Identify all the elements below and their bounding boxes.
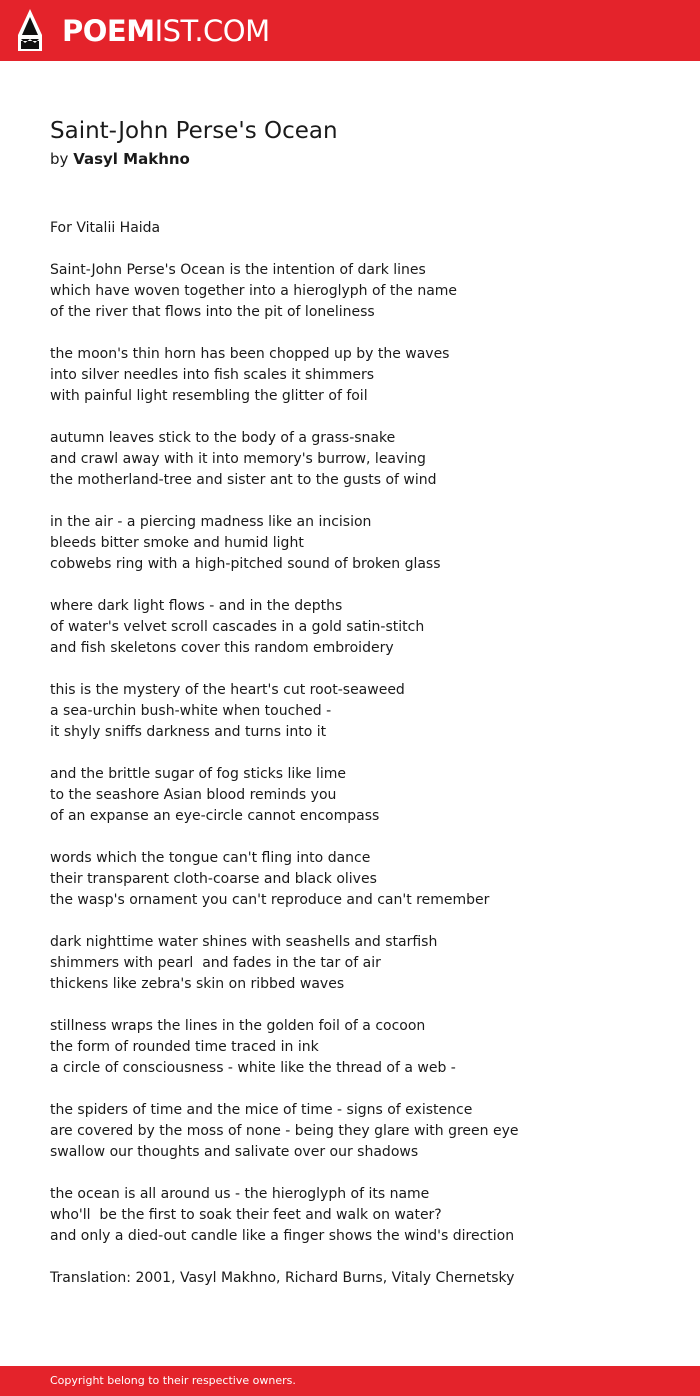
- poem-line: of an expanse an eye-circle cannot encompass: [50, 808, 380, 824]
- stanza: [50, 764, 670, 827]
- copyright-text: Copyright belong to their respective owners.: [50, 1374, 296, 1387]
- stanza: [50, 1016, 670, 1079]
- poem-line: of the river that flows into the pit of loneliness: [50, 304, 375, 320]
- poem-line: into silver needles into fish scales it shimmers: [50, 367, 375, 383]
- poem-line: this is the mystery of the heart's cut root-seaweed: [50, 682, 405, 698]
- stanza-gap: [50, 323, 670, 344]
- poem-line: stillness wraps the lines in the golden foil of a cocoon: [50, 1018, 426, 1034]
- by-label: by: [50, 150, 69, 168]
- stanza-gap: [50, 407, 670, 428]
- stanza-gap: [50, 911, 670, 932]
- poem-byline: [50, 149, 670, 169]
- site-logo-link[interactable]: [16, 9, 270, 53]
- stanza-gap: [50, 743, 670, 764]
- site-footer: [0, 1366, 700, 1396]
- pencil-logo-icon: [16, 9, 44, 53]
- poem-line: autumn leaves stick to the body of a grass-snake: [50, 430, 396, 446]
- stanza: [50, 260, 670, 323]
- poem-line: the wasp's ornament you can't reproduce and can't remember: [50, 892, 490, 908]
- stanza-gap: [50, 575, 670, 596]
- poem-line: the form of rounded time traced in ink: [50, 1039, 319, 1055]
- poem-line: words which the tongue can't fling into dance: [50, 850, 371, 866]
- poem-line: the ocean is all around us - the hieroglyph of its name: [50, 1186, 430, 1202]
- poem-line: the spiders of time and the mice of time - signs of existence: [50, 1102, 473, 1118]
- poem-line: and the brittle sugar of fog sticks like lime: [50, 766, 346, 782]
- poem-line: are covered by the moss of none - being they glare with green eye: [50, 1123, 519, 1139]
- poem-dedication: For Vitalii Haida: [50, 220, 161, 236]
- poem-line: Saint-John Perse's Ocean is the intention of dark lines: [50, 262, 426, 278]
- poem-line: swallow our thoughts and salivate over our shadows: [50, 1144, 419, 1160]
- stanza: [50, 932, 670, 995]
- poem-line: the motherland-tree and sister ant to the gusts of wind: [50, 472, 437, 488]
- site-logo-text: [62, 9, 270, 53]
- poem-line: of water's velvet scroll cascades in a gold satin-stitch: [50, 619, 425, 635]
- poem-line: and crawl away with it into memory's burrow, leaving: [50, 451, 426, 467]
- poem-line: with painful light resembling the glitter of foil: [50, 388, 368, 404]
- poem-author: Vasyl Makhno: [73, 150, 190, 168]
- site-logo-bold: POEM: [62, 14, 155, 48]
- stanza-gap: [50, 491, 670, 512]
- poem-line: their transparent cloth-coarse and black olives: [50, 871, 377, 887]
- site-logo-light: IST.COM: [154, 14, 270, 48]
- poem-line: a circle of consciousness - white like the thread of a web -: [50, 1060, 456, 1076]
- poem-line: shimmers with pearl and fades in the tar of air: [50, 955, 381, 971]
- poem-line: the moon's thin horn has been chopped up by the waves: [50, 346, 450, 362]
- poem-title: Saint-John Perse's Ocean: [50, 118, 338, 144]
- poem-line: in the air - a piercing madness like an incision: [50, 514, 372, 530]
- poem-line: where dark light flows - and in the depths: [50, 598, 343, 614]
- stanza-gap: [50, 239, 670, 260]
- poem-line: and fish skeletons cover this random embroidery: [50, 640, 394, 656]
- poem-line: bleeds bitter smoke and humid light: [50, 535, 304, 551]
- poem-line: a sea-urchin bush-white when touched -: [50, 703, 332, 719]
- poem-header: [50, 115, 670, 169]
- stanza: [50, 596, 670, 659]
- poem-translation-credit: Translation: 2001, Vasyl Makhno, Richard Burns, Vitaly Chernetsky: [50, 1270, 515, 1286]
- stanza-gap: [50, 659, 670, 680]
- stanza: [50, 428, 670, 491]
- stanza-gap: [50, 1163, 670, 1184]
- site-header: [0, 0, 700, 61]
- poem-body: [50, 218, 670, 1289]
- poem-line: to the seashore Asian blood reminds you: [50, 787, 337, 803]
- stanza-gap: [50, 827, 670, 848]
- stanza: [50, 680, 670, 743]
- stanza: [50, 1100, 670, 1163]
- poem-line: and only a died-out candle like a finger shows the wind's direction: [50, 1228, 515, 1244]
- stanza: [50, 512, 670, 575]
- stanza-gap: [50, 995, 670, 1016]
- stanza-gap: [50, 1247, 670, 1268]
- poem-line: which have woven together into a hieroglyph of the name: [50, 283, 458, 299]
- stanza: [50, 344, 670, 407]
- poem-line: who'll be the first to soak their feet and walk on water?: [50, 1207, 442, 1223]
- poem-line: it shyly sniffs darkness and turns into it: [50, 724, 327, 740]
- stanza-gap: [50, 1079, 670, 1100]
- stanza: [50, 848, 670, 911]
- poem-line: thickens like zebra's skin on ribbed waves: [50, 976, 345, 992]
- stanza: [50, 1184, 670, 1247]
- poem-line: dark nighttime water shines with seashells and starfish: [50, 934, 438, 950]
- poem-line: cobwebs ring with a high-pitched sound of broken glass: [50, 556, 441, 572]
